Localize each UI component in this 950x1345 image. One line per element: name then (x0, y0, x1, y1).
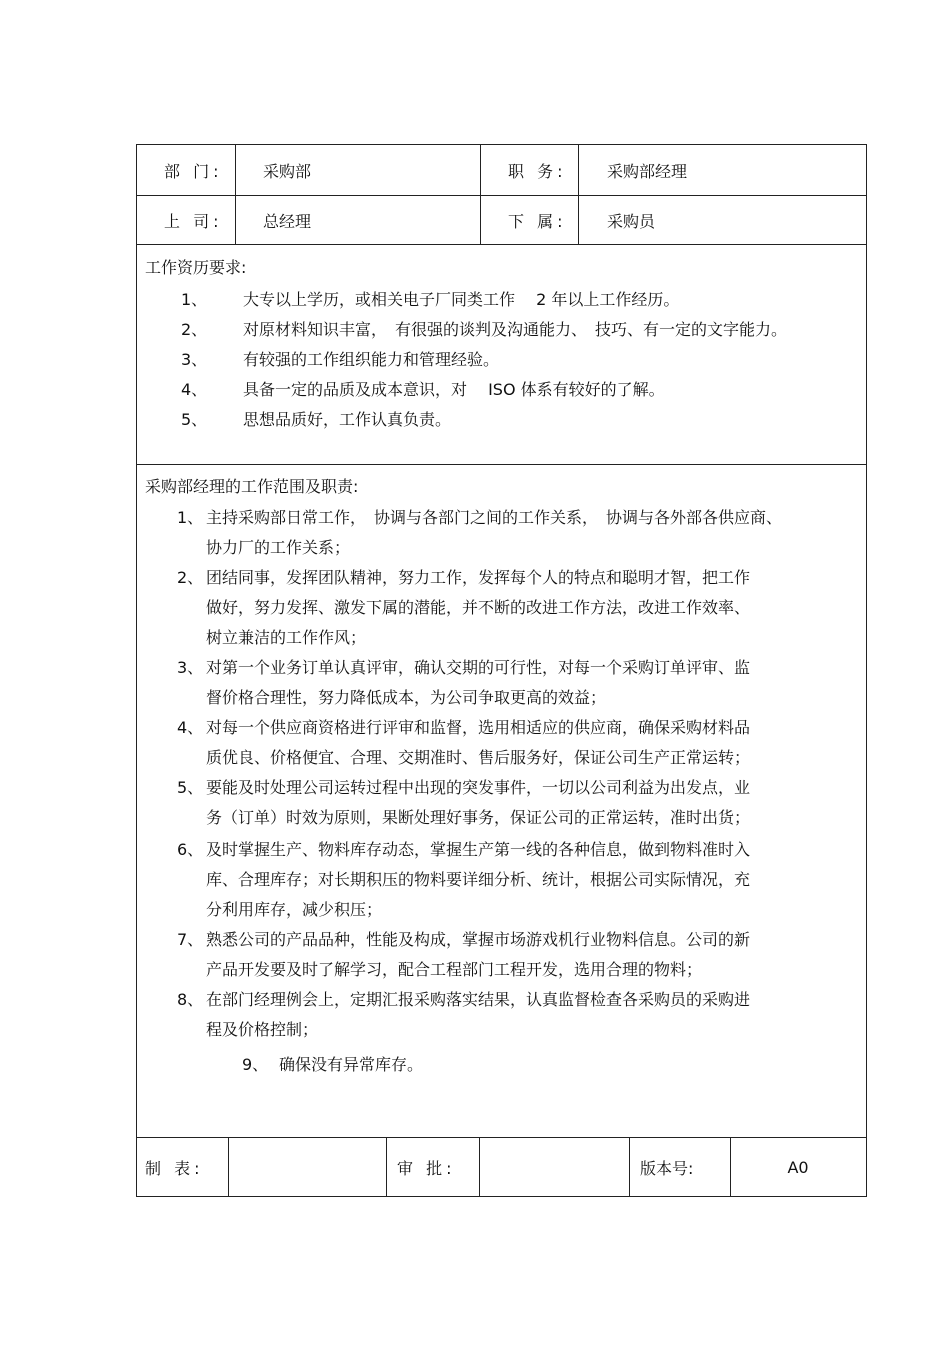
item-text: 确保没有异常库存。 (279, 1055, 424, 1074)
superior-value: 总经理 (263, 211, 312, 231)
requirement-item (181, 347, 499, 370)
item-number: 3、 (177, 658, 204, 677)
duty-line: 库、合理库存；对长期积压的物料要详细分析、统计，根据公司实际情况，充 (206, 870, 751, 889)
duty-item (177, 563, 857, 653)
item-number: 1、 (177, 508, 204, 527)
position-value: 采购部经理 (607, 161, 688, 181)
divider (480, 145, 481, 195)
divider (235, 145, 236, 195)
duty-line: 质优良、价格便宜、合理、交期准时、售后服务好，保证公司生产正常运转； (206, 748, 751, 767)
item-number: 6、 (177, 840, 204, 859)
divider (578, 196, 579, 244)
job-description-form (136, 144, 867, 1197)
header-row-1 (137, 145, 866, 195)
section-divider (137, 464, 866, 465)
duties-title: 采购部经理的工作范围及职责: (145, 477, 359, 496)
dept-label: 部 门: (164, 161, 223, 181)
duty-line: 做好，努力发挥、激发下属的潜能，并不断的改进工作方法，改进工作效率、 (206, 598, 751, 617)
duty-line: 务（订单）时效为原则，果断处理好事务，保证公司的正常运转，准时出货； (206, 808, 751, 827)
duty-line: 程及价格控制； (206, 1020, 319, 1039)
duty-item (177, 985, 857, 1045)
duty-line: 主持采购部日常工作， 协调与各部门之间的工作关系， 协调与各外部各供应商、 (206, 508, 783, 527)
divider (386, 1138, 387, 1196)
divider (629, 1138, 630, 1196)
requirement-item (181, 317, 787, 340)
item-text: 对原材料知识丰富， 有很强的谈判及沟通能力、 技巧、有一定的文字能力。 (243, 320, 788, 339)
item-number: 7、 (177, 930, 204, 949)
item-number: 4、 (177, 718, 204, 737)
version-label: 版本号: (640, 1158, 694, 1178)
item-number: 5、 (181, 410, 208, 429)
duty-item (177, 653, 857, 713)
superior-label: 上 司: (164, 211, 223, 231)
duty-item (177, 713, 857, 773)
item-text: 具备一定的品质及成本意识，对 ISO 体系有较好的了解。 (243, 380, 665, 399)
duty-line: 熟悉公司的产品品种，性能及构成，掌握市场游戏机行业物料信息。公司的新 (206, 930, 751, 949)
duty-line: 要能及时处理公司运转过程中出现的突发事件，一切以公司利益为出发点，业 (206, 778, 751, 797)
subordinate-label: 下 属: (508, 211, 567, 231)
duty-line: 树立兼洁的工作作风； (206, 628, 367, 647)
item-text: 大专以上学历，或相关电子厂同类工作 2 年以上工作经历。 (243, 290, 680, 309)
requirement-item (181, 407, 451, 430)
divider (235, 196, 236, 244)
item-number: 3、 (181, 350, 208, 369)
duty-line: 分利用库存，减少积压； (206, 900, 383, 919)
item-number: 8、 (177, 990, 204, 1009)
item-number: 5、 (177, 778, 204, 797)
duty-item (177, 925, 857, 985)
made-label: 制 表: (145, 1158, 204, 1178)
duty-item (177, 835, 857, 925)
item-number: 9、 (242, 1055, 269, 1074)
dept-value: 采购部 (263, 161, 312, 181)
requirements-title: 工作资历要求: (145, 258, 247, 277)
divider (578, 145, 579, 195)
duty-line: 及时掌握生产、物料库存动态，掌握生产第一线的各种信息，做到物料准时入 (206, 840, 751, 859)
row-divider (137, 244, 866, 245)
requirement-item (181, 377, 665, 400)
approve-label: 审 批: (397, 1158, 456, 1178)
item-number: 1、 (181, 290, 208, 309)
item-number: 4、 (181, 380, 208, 399)
duty-line: 在部门经理例会上，定期汇报采购落实结果，认真监督检查各采购员的采购进 (206, 990, 751, 1009)
item-number: 2、 (177, 568, 204, 587)
duty-line: 协力厂的工作关系； (206, 538, 351, 557)
duty-line: 产品开发要及时了解学习，配合工程部门工程开发，选用合理的物料； (206, 960, 703, 979)
item-text: 有较强的工作组织能力和管理经验。 (243, 350, 500, 369)
header-row-2 (137, 196, 866, 244)
duty-item (177, 503, 857, 563)
item-number: 2、 (181, 320, 208, 339)
footer-row (137, 1138, 866, 1196)
duty-line: 对第一个业务订单认真评审，确认交期的可行性，对每一个采购订单评审、监 (206, 658, 751, 677)
duty-line: 督价格合理性，努力降低成本，为公司争取更高的效益； (206, 688, 607, 707)
requirement-item (181, 287, 679, 310)
divider (480, 196, 481, 244)
divider (228, 1138, 229, 1196)
duty-line: 团结同事，发挥团队精神，努力工作，发挥每个人的特点和聪明才智，把工作 (206, 568, 751, 587)
divider (479, 1138, 480, 1196)
version-value: A0 (787, 1157, 809, 1177)
duty-item (177, 773, 857, 833)
item-text: 思想品质好，工作认真负责。 (243, 410, 452, 429)
subordinate-value: 采购员 (607, 211, 656, 231)
duty-line: 对每一个供应商资格进行评审和监督，选用相适应的供应商，确保采购材料品 (206, 718, 751, 737)
position-label: 职 务: (508, 161, 567, 181)
duty-item-last (242, 1052, 423, 1075)
